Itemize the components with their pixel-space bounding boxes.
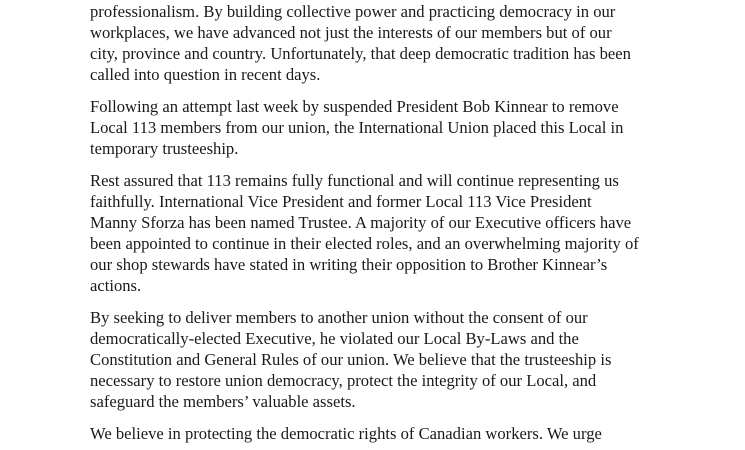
text-line: necessary to restore union democracy, protect the integrity of our Local, and	[90, 370, 597, 390]
text-line: democratically-elected Executive, he violated our Local By-Laws and the	[90, 329, 579, 349]
text-line: Rest assured that 113 remains fully functional and will continue representing us	[90, 171, 619, 191]
paragraph-bylaws	[90, 308, 670, 413]
text-line: temporary trusteeship.	[90, 138, 239, 158]
document-body	[90, 0, 670, 450]
text-line: actions.	[90, 275, 142, 295]
text-line: Manny Sforza has been named Trustee. A majority of our Executive officers have	[90, 213, 632, 233]
text-line: professionalism. By building collective power and practicing democracy in our	[90, 1, 616, 21]
text-line: our shop stewards have stated in writing their opposition to Brother Kinnear’s	[90, 254, 608, 274]
text-line: called into question in recent days.	[90, 64, 321, 84]
text-line: been appointed to continue in their elected roles, and an overwhelming majority of	[90, 233, 639, 253]
text-line: We believe in protecting the democratic rights of Canadian workers. We urge	[90, 424, 602, 444]
paragraph-democratic-rights	[90, 424, 670, 445]
text-line: Local 113 members from our union, the International Union placed this Local in	[90, 117, 624, 137]
text-line: Constitution and General Rules of our union. We believe that the trusteeship is	[90, 350, 612, 369]
text-line: safeguard the members’ valuable assets.	[90, 391, 356, 411]
paragraph-trusteeship	[90, 97, 670, 160]
paragraph-history	[90, 0, 670, 86]
text-line: Following an attempt last week by suspended President Bob Kinnear to remove	[90, 97, 619, 117]
text-line: By seeking to deliver members to another union without the consent of our	[90, 308, 588, 328]
text-line: city, province and country. Unfortunately, that deep democratic tradition has been	[90, 43, 631, 63]
text-line: faithfully. International Vice President and former Local 113 Vice President	[90, 192, 592, 212]
text-line: workplaces, we have advanced not just the interests of our members but of our	[90, 22, 612, 42]
paragraph-reassurance	[90, 171, 670, 296]
